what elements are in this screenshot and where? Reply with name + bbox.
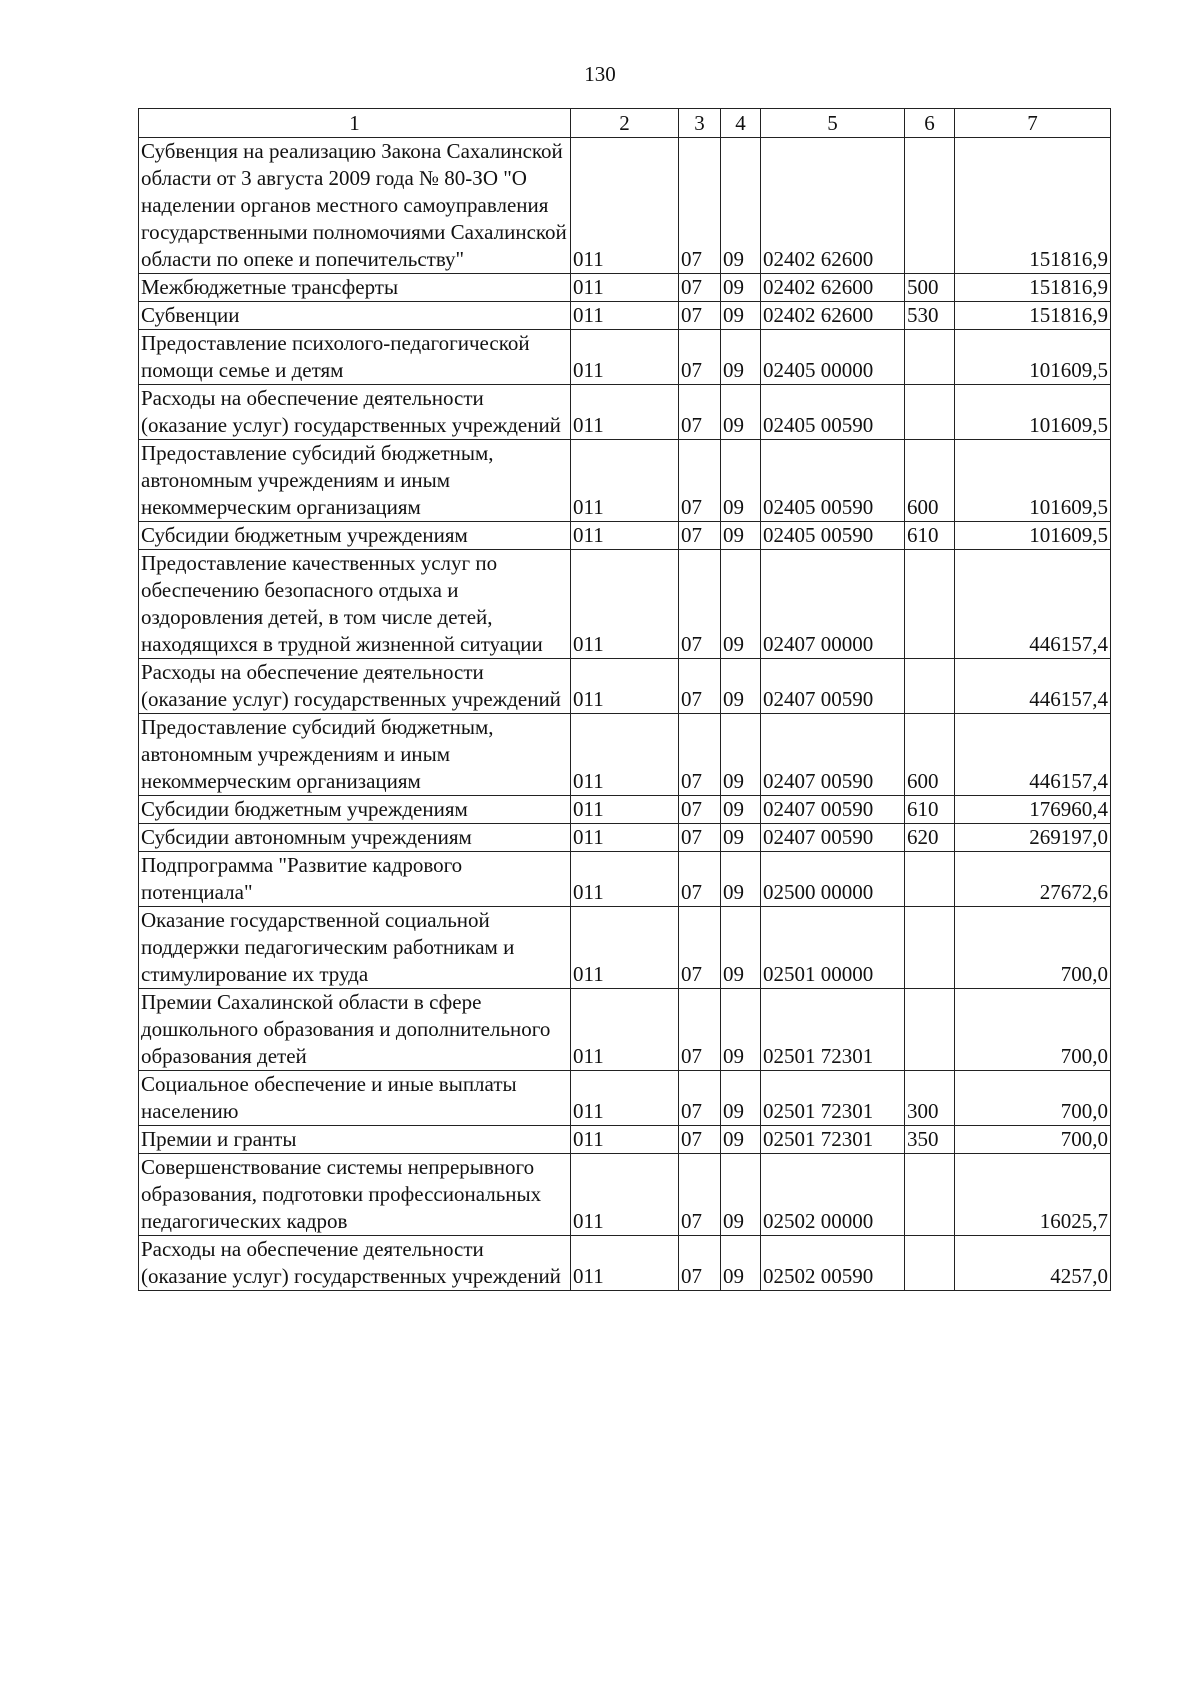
subsection-code: 09 (721, 385, 761, 440)
section-code: 07 (679, 907, 721, 989)
target-article-code: 02502 00000 (761, 1154, 905, 1236)
department-code: 011 (571, 302, 679, 330)
item-name: Расходы на обеспечение деятельности (оказание услуг) государственных учреждений (139, 385, 571, 440)
target-article-code: 02500 00000 (761, 852, 905, 907)
table-row (139, 550, 1111, 659)
table-row (139, 385, 1111, 440)
department-code: 011 (571, 138, 679, 274)
item-name: Премии Сахалинской области в сфере дошкольного образования и дополнительного образования детей (139, 989, 571, 1071)
amount: 101609,5 (955, 330, 1111, 385)
item-name: Субсидии бюджетным учреждениям (139, 522, 571, 550)
department-code: 011 (571, 714, 679, 796)
department-code: 011 (571, 385, 679, 440)
subsection-code: 09 (721, 550, 761, 659)
subsection-code: 09 (721, 907, 761, 989)
target-article-code: 02407 00590 (761, 796, 905, 824)
item-name: Социальное обеспечение и иные выплаты населению (139, 1071, 571, 1126)
table-row (139, 659, 1111, 714)
section-code: 07 (679, 1154, 721, 1236)
subsection-code: 09 (721, 302, 761, 330)
section-code: 07 (679, 522, 721, 550)
table-row (139, 274, 1111, 302)
amount: 446157,4 (955, 714, 1111, 796)
expense-type-code (905, 1236, 955, 1291)
subsection-code: 09 (721, 1236, 761, 1291)
amount: 700,0 (955, 989, 1111, 1071)
table-row (139, 1236, 1111, 1291)
expense-type-code (905, 330, 955, 385)
table-row (139, 330, 1111, 385)
target-article-code: 02407 00000 (761, 550, 905, 659)
section-code: 07 (679, 989, 721, 1071)
amount: 176960,4 (955, 796, 1111, 824)
subsection-code: 09 (721, 659, 761, 714)
expense-type-code: 610 (905, 796, 955, 824)
header-row (139, 109, 1111, 138)
amount: 101609,5 (955, 385, 1111, 440)
expense-type-code: 300 (905, 1071, 955, 1126)
expense-type-code (905, 385, 955, 440)
table-row (139, 1071, 1111, 1126)
column-header: 5 (761, 109, 905, 138)
expense-type-code (905, 659, 955, 714)
department-code: 011 (571, 1154, 679, 1236)
item-name: Субсидии бюджетным учреждениям (139, 796, 571, 824)
item-name: Предоставление субсидий бюджетным, автономным учреждениям и иным некоммерческим организациям (139, 714, 571, 796)
table-row (139, 440, 1111, 522)
target-article-code: 02402 62600 (761, 302, 905, 330)
subsection-code: 09 (721, 1154, 761, 1236)
target-article-code: 02501 72301 (761, 989, 905, 1071)
amount: 16025,7 (955, 1154, 1111, 1236)
expense-type-code (905, 852, 955, 907)
section-code: 07 (679, 274, 721, 302)
department-code: 011 (571, 989, 679, 1071)
item-name: Расходы на обеспечение деятельности (оказание услуг) государственных учреждений (139, 1236, 571, 1291)
expense-type-code: 500 (905, 274, 955, 302)
department-code: 011 (571, 852, 679, 907)
expense-type-code: 620 (905, 824, 955, 852)
column-header: 2 (571, 109, 679, 138)
amount: 4257,0 (955, 1236, 1111, 1291)
subsection-code: 09 (721, 824, 761, 852)
table-row (139, 1154, 1111, 1236)
item-name: Оказание государственной социальной поддержки педагогическим работникам и стимулирование их труда (139, 907, 571, 989)
amount: 269197,0 (955, 824, 1111, 852)
expense-type-code (905, 138, 955, 274)
section-code: 07 (679, 330, 721, 385)
item-name: Субвенция на реализацию Закона Сахалинской области от 3 августа 2009 года № 80-ЗО "О наделении органов местного самоуправления государственными полномочиями Сахалинской области по опеке и попечительству" (139, 138, 571, 274)
budget-table (138, 108, 1111, 1291)
target-article-code: 02407 00590 (761, 659, 905, 714)
subsection-code: 09 (721, 330, 761, 385)
target-article-code: 02405 00590 (761, 440, 905, 522)
target-article-code: 02407 00590 (761, 824, 905, 852)
section-code: 07 (679, 824, 721, 852)
subsection-code: 09 (721, 274, 761, 302)
section-code: 07 (679, 1126, 721, 1154)
target-article-code: 02405 00590 (761, 522, 905, 550)
target-article-code: 02407 00590 (761, 714, 905, 796)
column-header: 7 (955, 109, 1111, 138)
page-number: 130 (584, 62, 616, 86)
subsection-code: 09 (721, 989, 761, 1071)
target-article-code: 02405 00000 (761, 330, 905, 385)
table-row (139, 302, 1111, 330)
item-name: Расходы на обеспечение деятельности (оказание услуг) государственных учреждений (139, 659, 571, 714)
subsection-code: 09 (721, 1071, 761, 1126)
department-code: 011 (571, 330, 679, 385)
amount: 151816,9 (955, 302, 1111, 330)
department-code: 011 (571, 1236, 679, 1291)
department-code: 011 (571, 522, 679, 550)
expense-type-code (905, 907, 955, 989)
section-code: 07 (679, 302, 721, 330)
subsection-code: 09 (721, 796, 761, 824)
table-row (139, 824, 1111, 852)
section-code: 07 (679, 138, 721, 274)
expense-type-code: 600 (905, 440, 955, 522)
expense-type-code: 610 (905, 522, 955, 550)
amount: 700,0 (955, 1071, 1111, 1126)
table-row (139, 989, 1111, 1071)
subsection-code: 09 (721, 522, 761, 550)
department-code: 011 (571, 907, 679, 989)
amount: 700,0 (955, 1126, 1111, 1154)
amount: 446157,4 (955, 550, 1111, 659)
section-code: 07 (679, 550, 721, 659)
item-name: Предоставление субсидий бюджетным, автономным учреждениям и иным некоммерческим организациям (139, 440, 571, 522)
item-name: Совершенствование системы непрерывного образования, подготовки профессиональных педагогических кадров (139, 1154, 571, 1236)
table-row (139, 1126, 1111, 1154)
amount: 101609,5 (955, 440, 1111, 522)
item-name: Субвенции (139, 302, 571, 330)
target-article-code: 02502 00590 (761, 1236, 905, 1291)
table-row (139, 522, 1111, 550)
amount: 700,0 (955, 907, 1111, 989)
table-row (139, 907, 1111, 989)
item-name: Предоставление психолого-педагогической помощи семье и детям (139, 330, 571, 385)
subsection-code: 09 (721, 440, 761, 522)
table-row (139, 796, 1111, 824)
subsection-code: 09 (721, 714, 761, 796)
department-code: 011 (571, 1126, 679, 1154)
column-header: 4 (721, 109, 761, 138)
department-code: 011 (571, 1071, 679, 1126)
section-code: 07 (679, 852, 721, 907)
amount: 27672,6 (955, 852, 1111, 907)
column-header: 3 (679, 109, 721, 138)
department-code: 011 (571, 796, 679, 824)
subsection-code: 09 (721, 138, 761, 274)
target-article-code: 02402 62600 (761, 138, 905, 274)
expense-type-code (905, 1154, 955, 1236)
target-article-code: 02402 62600 (761, 274, 905, 302)
section-code: 07 (679, 796, 721, 824)
expense-type-code (905, 550, 955, 659)
department-code: 011 (571, 274, 679, 302)
item-name: Субсидии автономным учреждениям (139, 824, 571, 852)
amount: 446157,4 (955, 659, 1111, 714)
department-code: 011 (571, 659, 679, 714)
item-name: Межбюджетные трансферты (139, 274, 571, 302)
amount: 101609,5 (955, 522, 1111, 550)
amount: 151816,9 (955, 274, 1111, 302)
target-article-code: 02501 72301 (761, 1071, 905, 1126)
column-header: 6 (905, 109, 955, 138)
item-name: Премии и гранты (139, 1126, 571, 1154)
target-article-code: 02501 00000 (761, 907, 905, 989)
section-code: 07 (679, 714, 721, 796)
item-name: Подпрограмма "Развитие кадрового потенциала" (139, 852, 571, 907)
table-row (139, 714, 1111, 796)
item-name: Предоставление качественных услуг по обеспечению безопасного отдыха и оздоровления детей, в том числе детей, находящихся в трудной жизненной ситуации (139, 550, 571, 659)
column-header: 1 (139, 109, 571, 138)
section-code: 07 (679, 1071, 721, 1126)
expense-type-code: 530 (905, 302, 955, 330)
subsection-code: 09 (721, 1126, 761, 1154)
section-code: 07 (679, 385, 721, 440)
department-code: 011 (571, 824, 679, 852)
target-article-code: 02405 00590 (761, 385, 905, 440)
table-row (139, 138, 1111, 274)
section-code: 07 (679, 1236, 721, 1291)
subsection-code: 09 (721, 852, 761, 907)
table-row (139, 852, 1111, 907)
section-code: 07 (679, 659, 721, 714)
expense-type-code: 600 (905, 714, 955, 796)
expense-type-code (905, 989, 955, 1071)
target-article-code: 02501 72301 (761, 1126, 905, 1154)
section-code: 07 (679, 440, 721, 522)
amount: 151816,9 (955, 138, 1111, 274)
department-code: 011 (571, 550, 679, 659)
department-code: 011 (571, 440, 679, 522)
expense-type-code: 350 (905, 1126, 955, 1154)
